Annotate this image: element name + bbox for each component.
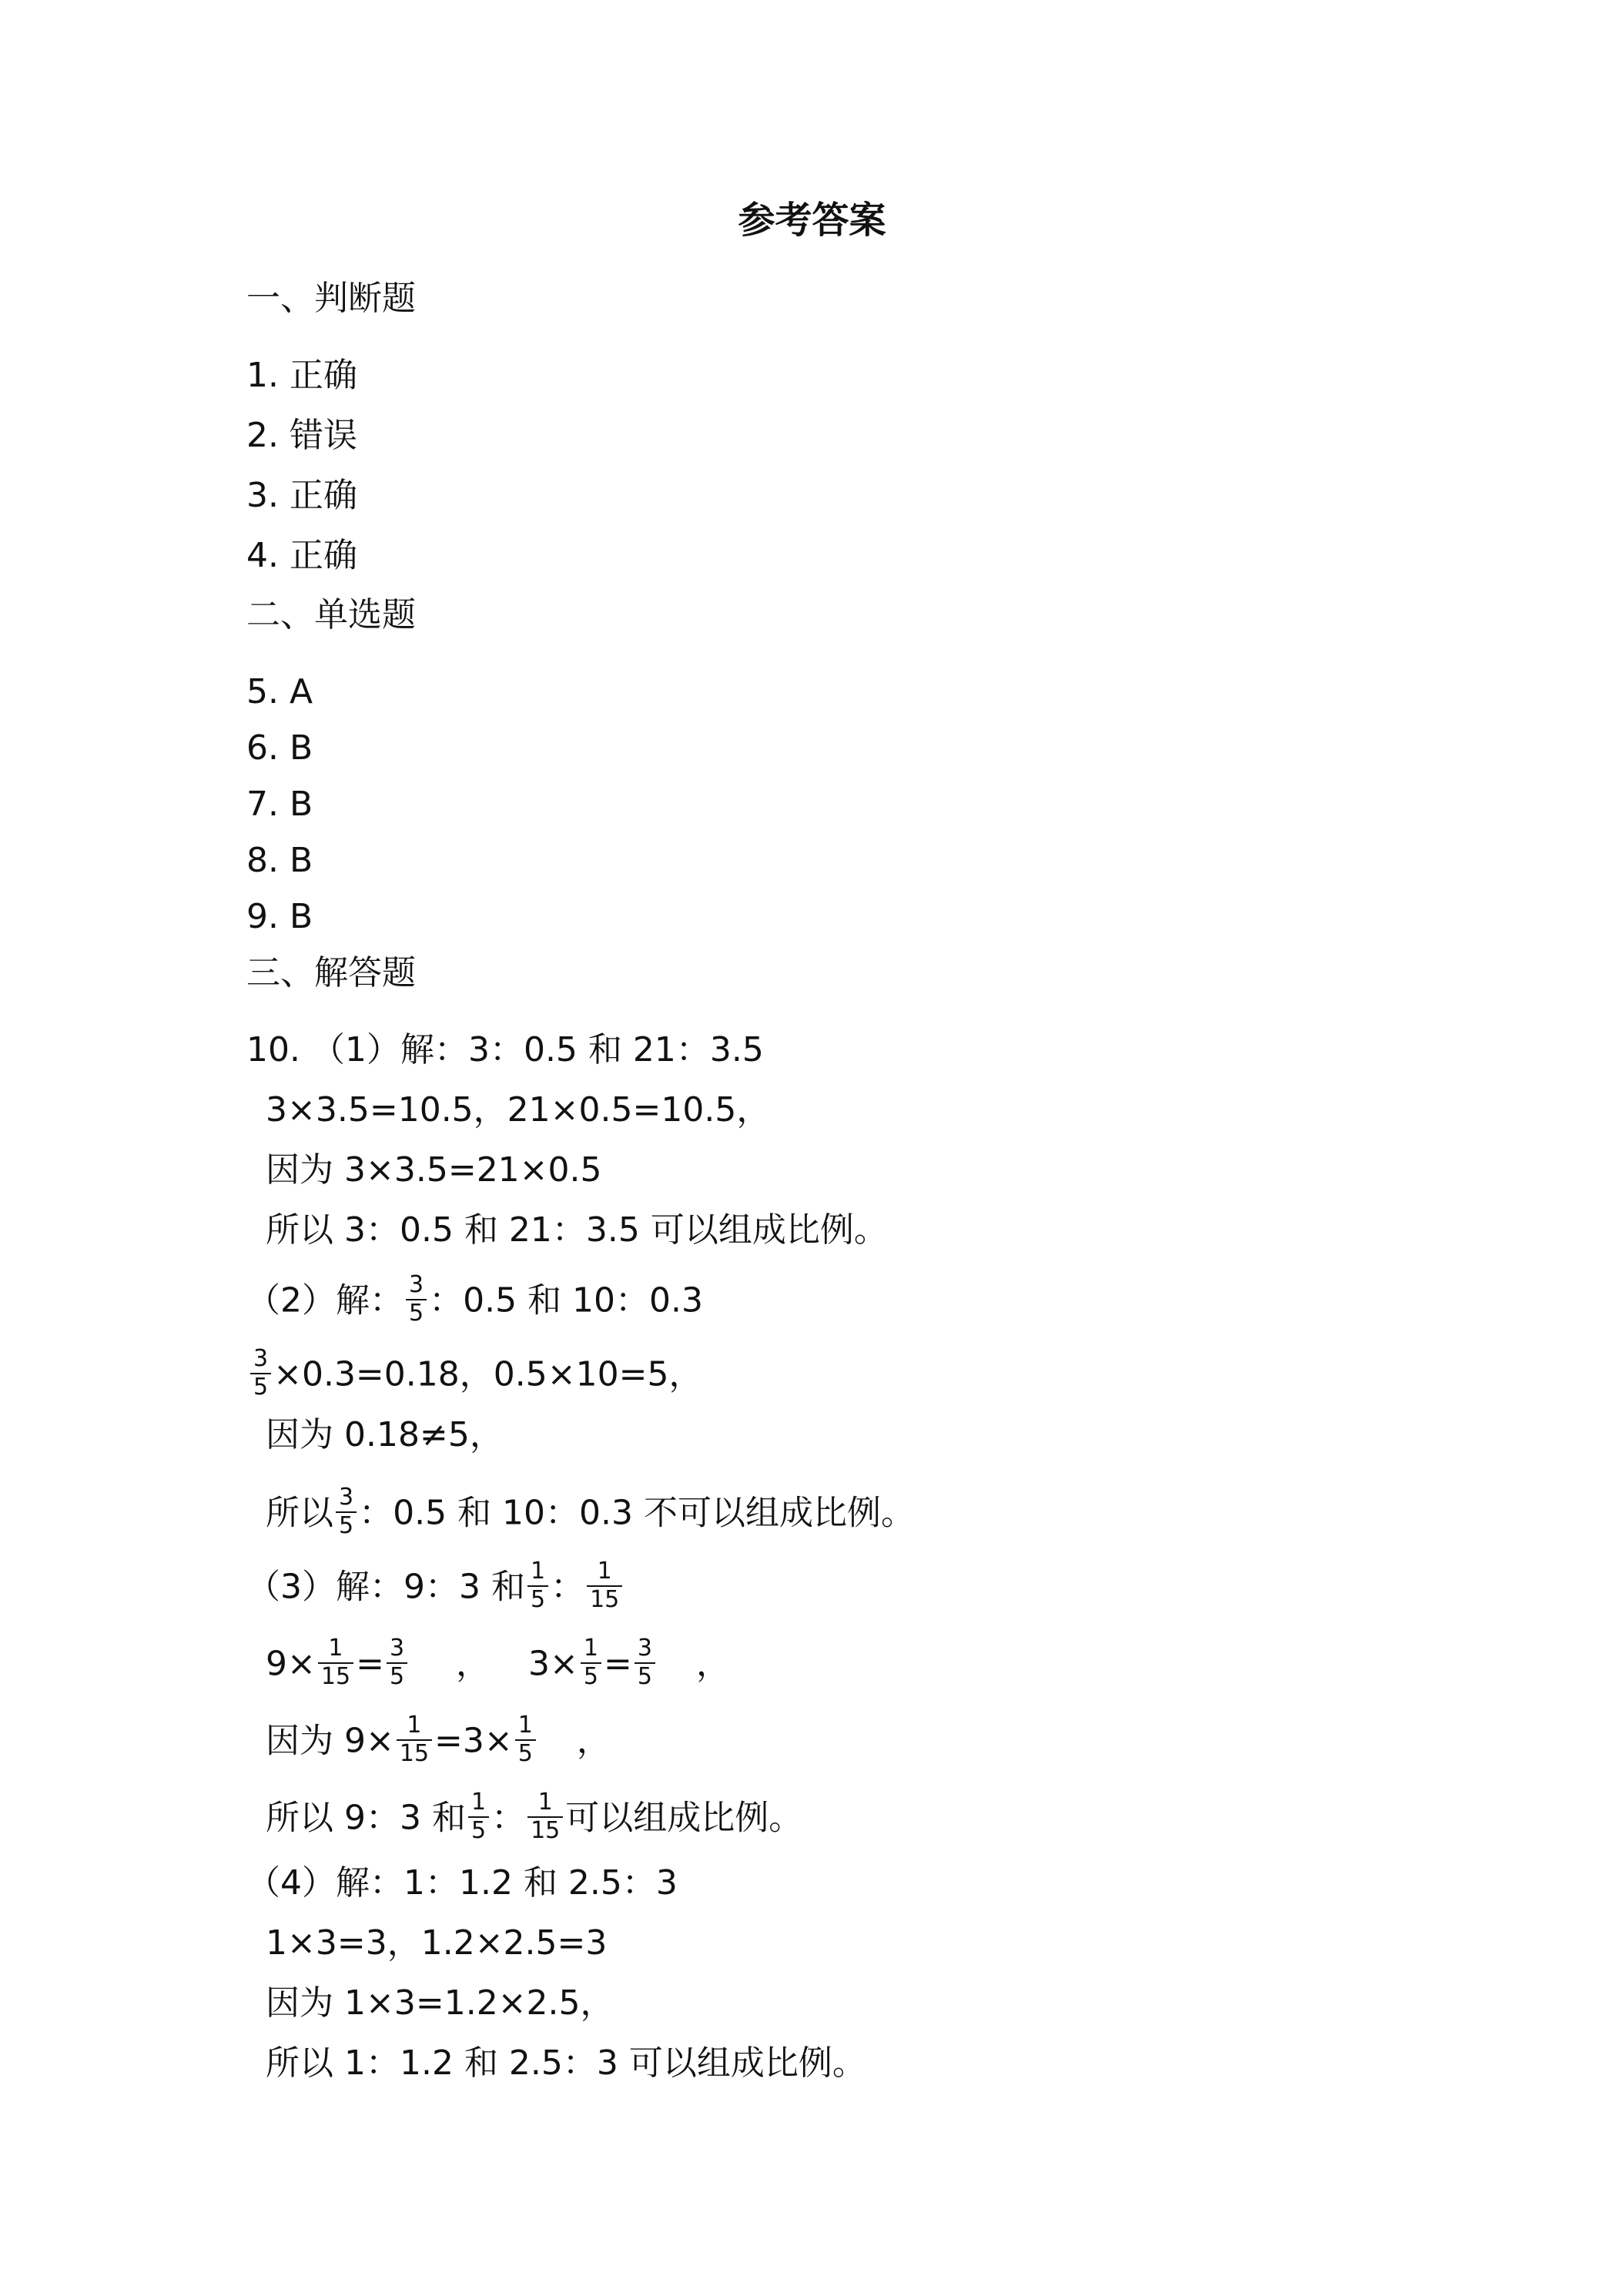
- q10-part4-line4: 所以 1：1.2 和 2.5：3 可以组成比例。: [266, 2043, 866, 2083]
- fraction-one-fifteenth: $\frac{1}{15}$: [527, 1789, 563, 1844]
- q10-part3-line2: 9× $\frac{1}{15}$ = $\frac{3}{5}$ ， 3× $\frac{1}{5}$ = $\frac{3}{5}$ ，: [266, 1635, 730, 1690]
- section-heading-judge: 一、判断题: [246, 279, 416, 318]
- q10-part2-line4: 所以 $\frac{3}{5}$ ：0.5 和 10：0.3 不可以组成比例。: [266, 1484, 915, 1539]
- choice-answer-9: 9. B: [246, 897, 313, 936]
- section-heading-choice: 二、单选题: [246, 595, 416, 634]
- q10-part3-line3: 因为 9× $\frac{1}{15}$ =3× $\frac{1}{5}$ ，: [266, 1712, 611, 1767]
- fraction-one-fifteenth: $\frac{1}{15}$: [318, 1635, 353, 1690]
- q10-part2-line1: （2）解： $\frac{3}{5}$ ：0.5 和 10：0.3: [246, 1271, 704, 1327]
- judge-answer-3: 3. 正确: [246, 476, 357, 515]
- fraction-one-fifth: $\frac{1}{5}$: [581, 1635, 601, 1690]
- judge-answer-2: 2. 错误: [246, 416, 357, 455]
- choice-answer-6: 6. B: [246, 728, 313, 768]
- fraction-three-fifths: $\frac{3}{5}$: [250, 1346, 271, 1401]
- q10-part1-line2: 3×3.5=10.5，21×0.5=10.5，: [266, 1090, 771, 1130]
- fraction-three-fifths: $\frac{3}{5}$: [406, 1272, 427, 1327]
- q10-part2-line3: 因为 0.18≠5，: [266, 1415, 504, 1454]
- choice-answer-8: 8. B: [246, 841, 313, 880]
- fraction-three-fifths: $\frac{3}{5}$: [387, 1635, 407, 1690]
- fraction-one-fifteenth: $\frac{1}{15}$: [397, 1712, 432, 1767]
- fraction-one-fifth: $\frac{1}{5}$: [515, 1712, 536, 1767]
- q10-part1-line4: 所以 3：0.5 和 21：3.5 可以组成比例。: [266, 1210, 888, 1250]
- fraction-one-fifth: $\frac{1}{5}$: [527, 1558, 548, 1613]
- q10-part1-line3: 因为 3×3.5=21×0.5: [266, 1150, 602, 1190]
- q10-part2-line2: $\frac{3}{5}$ ×0.3=0.18，0.5×10=5，: [248, 1349, 702, 1404]
- q10-part4-line3: 因为 1×3=1.2×2.5，: [266, 1983, 614, 2023]
- q10-part3-line1: （3）解：9：3 和 $\frac{1}{5}$ ： $\frac{1}{15}$: [246, 1561, 624, 1616]
- page-title: 参考答案: [738, 199, 886, 242]
- fraction-one-fifth: $\frac{1}{5}$: [468, 1789, 489, 1844]
- q10-part1-line1: 10. （1）解：3：0.5 和 21：3.5: [246, 1030, 764, 1069]
- q10-part3-line4: 所以 9：3 和 $\frac{1}{5}$ ： $\frac{1}{15}$ 可以组成比例。: [266, 1789, 803, 1844]
- q10-part4-line1: （4）解：1：1.2 和 2.5：3: [246, 1863, 678, 1903]
- judge-answer-1: 1. 正确: [246, 356, 357, 395]
- choice-answer-7: 7. B: [246, 785, 313, 824]
- q10-part4-line2: 1×3=3，1.2×2.5=3: [266, 1923, 608, 1963]
- fraction-one-fifteenth: $\frac{1}{15}$: [587, 1558, 622, 1613]
- choice-answer-5: 5. A: [246, 672, 313, 711]
- fraction-three-fifths: $\frac{3}{5}$: [336, 1484, 357, 1539]
- section-heading-solution: 三、解答题: [246, 953, 416, 992]
- judge-answer-4: 4. 正确: [246, 536, 357, 575]
- fraction-three-fifths: $\frac{3}{5}$: [635, 1635, 655, 1690]
